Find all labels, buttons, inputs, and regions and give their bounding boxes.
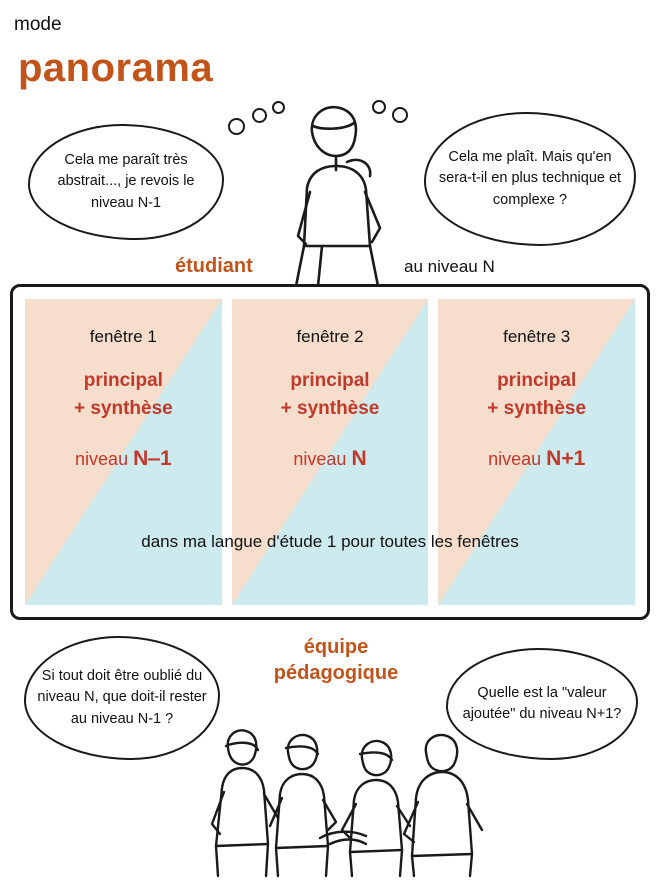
window-3-content-line2: + synthèse — [487, 397, 587, 419]
window-2-content-line2: + synthèse — [280, 397, 380, 419]
window-1[interactable] — [25, 299, 222, 605]
window-2-level-value: N — [351, 447, 367, 470]
window-3[interactable] — [438, 299, 635, 605]
role-label-student: étudiant — [175, 255, 253, 277]
window-2-level-prefix: niveau — [293, 449, 347, 469]
role-label-team-line1: équipe — [303, 636, 369, 658]
window-2-content-line1: principal — [290, 370, 370, 391]
role-label-team — [256, 634, 416, 686]
window-1-title: fenêtre 1 — [89, 327, 157, 346]
window-2-level — [232, 447, 429, 471]
panel-footnote: dans ma langue d'étude 1 pour toutes les fenêtres — [141, 532, 519, 551]
thought-bubble-team-right-text: Quelle est la "valeur ajoutée" du niveau N+1? — [462, 684, 622, 722]
windows-panel — [10, 284, 650, 620]
window-1-level-prefix: niveau — [75, 449, 129, 469]
thought-bubble-team-left-text: Si tout doit être oublié du niveau N, que doit-il rester au niveau N-1 ? — [37, 668, 207, 727]
window-3-content — [438, 367, 635, 422]
window-3-content-line1: principal — [497, 370, 577, 391]
student-illustration — [252, 96, 422, 296]
page-title: panorama — [18, 46, 214, 90]
window-3-level — [438, 447, 635, 471]
window-3-level-prefix: niveau — [488, 449, 542, 469]
window-3-title: fenêtre 3 — [503, 327, 571, 346]
mode-label: mode — [14, 14, 62, 35]
window-1-level — [25, 447, 222, 471]
window-2[interactable] — [232, 299, 429, 605]
window-1-content-line1: principal — [83, 370, 163, 391]
window-1-level-value: N‒1 — [133, 447, 172, 470]
role-label-student-level: au niveau N — [404, 257, 495, 276]
thought-bubble-student-right — [424, 112, 636, 246]
thought-dot-icon — [228, 118, 245, 135]
thought-bubble-student-left — [28, 124, 224, 240]
window-1-content-line2: + synthèse — [73, 397, 173, 419]
thought-bubble-student-right-text: Cela me plaît. Mais qu'en sera-t-il en plus technique et complexe ? — [438, 149, 622, 208]
team-illustration — [170, 718, 500, 878]
window-1-content — [25, 367, 222, 422]
window-2-title: fenêtre 2 — [296, 327, 364, 346]
role-label-team-line2: pédagogique — [273, 662, 399, 684]
windows-row — [25, 299, 635, 605]
thought-bubble-student-left-text: Cela me paraît très abstrait..., je revois le niveau N-1 — [57, 152, 195, 211]
window-2-content — [232, 367, 429, 422]
window-3-level-value: N+1 — [546, 447, 586, 470]
